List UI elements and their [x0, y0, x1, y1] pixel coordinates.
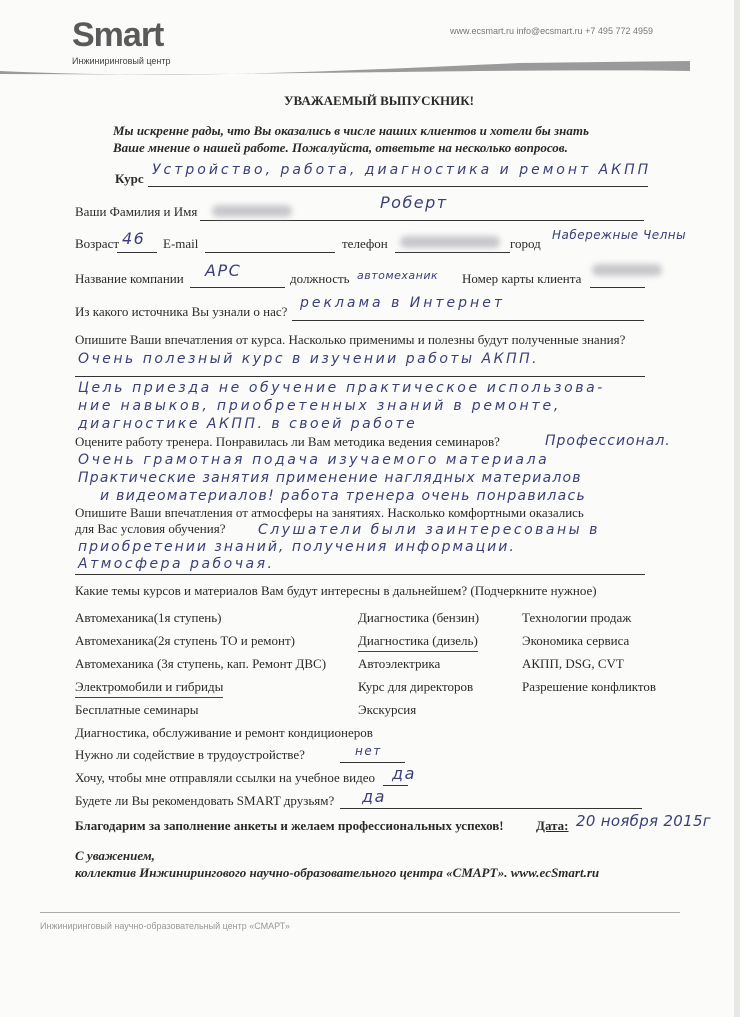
topic-item[interactable]: Автомеханика(2я ступень ТО и ремонт): [75, 633, 295, 648]
header-contacts: www.ecsmart.ru info@ecsmart.ru +7 495 772 4959: [450, 26, 653, 36]
age-value[interactable]: 46: [122, 229, 146, 248]
card-label: Номер карты клиента: [462, 271, 582, 286]
answer-course-4[interactable]: диагностике АКПП. в своей работе: [78, 416, 418, 432]
city-value[interactable]: Набережные Челны: [552, 228, 687, 242]
question-atmosphere-2: для Вас условия обучения?: [75, 521, 226, 536]
course-value[interactable]: Устройство, работа, диагностика и ремонт АКПП: [152, 162, 652, 178]
position-value[interactable]: автомеханик: [357, 269, 439, 282]
topic-item[interactable]: Автомеханика (3я ступень, кап. Ремонт ДВС): [75, 656, 327, 671]
redacted-card: [592, 264, 662, 276]
employment-label: Нужно ли содействие в трудоустройстве?: [75, 747, 305, 762]
answer-trainer-4[interactable]: и видеоматериалов! работа тренера очень понравилась: [100, 488, 587, 504]
topic-item[interactable]: Экономика сервиса: [522, 633, 630, 648]
answer-trainer-1[interactable]: Профессионал.: [545, 433, 671, 449]
scan-edge: [734, 0, 740, 1017]
employment-value[interactable]: нет: [355, 744, 382, 758]
age-label: Возраст: [75, 236, 120, 251]
intro-line-2: Ваше мнение о нашей работе. Пожалуйста, ответьте на несколько вопросов.: [113, 140, 568, 155]
answer-course-1[interactable]: Очень полезный курс в изучении работы АКПП.: [78, 351, 540, 367]
closing-line-2: коллектив Инжинирингового научно-образовательного центра «СМАРТ». www.ecSmart.ru: [75, 865, 600, 880]
answer-trainer-3[interactable]: Практические занятия применение наглядных материалов: [78, 470, 582, 486]
header-swoosh: [0, 58, 740, 88]
email-label: E-mail: [163, 236, 199, 251]
redacted-phone: [400, 236, 500, 248]
date-value[interactable]: 20 ноября 2015г: [576, 812, 711, 830]
logo: Smart: [72, 16, 164, 54]
name-label: Ваши Фамилия и Имя: [75, 204, 198, 219]
question-course: Опишите Ваши впечатления от курса. Насколько применимы и полезны будут полученные знания?: [75, 332, 626, 347]
answer-atmosphere-1[interactable]: Слушатели были заинтересованы в: [258, 522, 600, 538]
redacted-surname: [212, 205, 292, 217]
course-label: Курс: [115, 171, 144, 186]
topic-item[interactable]: Бесплатные семинары: [75, 702, 199, 717]
topic-item[interactable]: Автоэлектрика: [358, 656, 441, 671]
topic-item-underlined[interactable]: Диагностика (дизель): [358, 634, 478, 652]
answer-course-3[interactable]: ние навыков, приобретенных знаний в ремонте,: [78, 398, 562, 414]
city-label: город: [510, 236, 541, 251]
topic-item-underlined[interactable]: Электромобили и гибриды: [75, 680, 223, 698]
name-value[interactable]: Роберт: [380, 193, 448, 212]
video-value[interactable]: да: [392, 764, 416, 783]
thanks-text: Благодарим за заполнение анкеты и желаем профессиональных успехов!: [75, 818, 504, 833]
answer-course-2[interactable]: Цель приезда не обучение практическое использова-: [78, 380, 605, 396]
position-label: должность: [290, 271, 350, 286]
topic-item[interactable]: Диагностика, обслуживание и ремонт кондиционеров: [75, 725, 373, 740]
recommend-label: Будете ли Вы рекомендовать SMART друзьям?: [75, 793, 335, 808]
phone-label: телефон: [342, 236, 388, 251]
question-atmosphere: Опишите Ваши впечатления от атмосферы на занятиях. Насколько комфортными оказались: [75, 505, 584, 520]
answer-trainer-2[interactable]: Очень грамотная подача изучаемого материала: [78, 452, 550, 468]
closing-line-1: С уважением,: [75, 848, 155, 863]
date-label: Дата:: [536, 818, 569, 833]
answer-atmosphere-3[interactable]: Атмосфера рабочая.: [78, 556, 275, 572]
page-title: УВАЖАЕМЫЙ ВЫПУСКНИК!: [284, 93, 474, 108]
topic-item[interactable]: Экскурсия: [358, 702, 417, 717]
source-label: Из какого источника Вы узнали о нас?: [75, 304, 288, 319]
company-value[interactable]: АРС: [205, 261, 242, 280]
logo-subtitle: Инжиниринговый центр: [72, 56, 171, 66]
video-label: Хочу, чтобы мне отправляли ссылки на учебное видео: [75, 770, 375, 785]
answer-atmosphere-2[interactable]: приобретении знаний, получения информации.: [78, 539, 516, 555]
topic-item[interactable]: Автомеханика(1я ступень): [75, 610, 222, 625]
topic-item[interactable]: Технологии продаж: [522, 610, 632, 625]
topic-item[interactable]: АКПП, DSG, CVT: [522, 656, 624, 671]
company-label: Название компании: [75, 271, 184, 286]
recommend-value[interactable]: да: [362, 787, 386, 806]
topic-item[interactable]: Разрешение конфликтов: [522, 679, 657, 694]
footer-divider: [40, 912, 680, 913]
source-value[interactable]: реклама в Интернет: [300, 295, 505, 311]
topics-prompt: Какие темы курсов и материалов Вам будут интересны в дальнейшем? (Подчеркните нужное): [75, 583, 597, 598]
intro-line-1: Мы искренне рады, что Вы оказались в числе наших клиентов и хотели бы знать: [113, 123, 589, 138]
footer-text: Инжиниринговый научно-образовательный центр «СМАРТ»: [40, 921, 290, 931]
question-trainer: Оцените работу тренера. Понравилась ли Вам методика ведения семинаров?: [75, 434, 500, 449]
topic-item[interactable]: Диагностика (бензин): [358, 610, 480, 625]
topic-item[interactable]: Курс для директоров: [358, 679, 474, 694]
